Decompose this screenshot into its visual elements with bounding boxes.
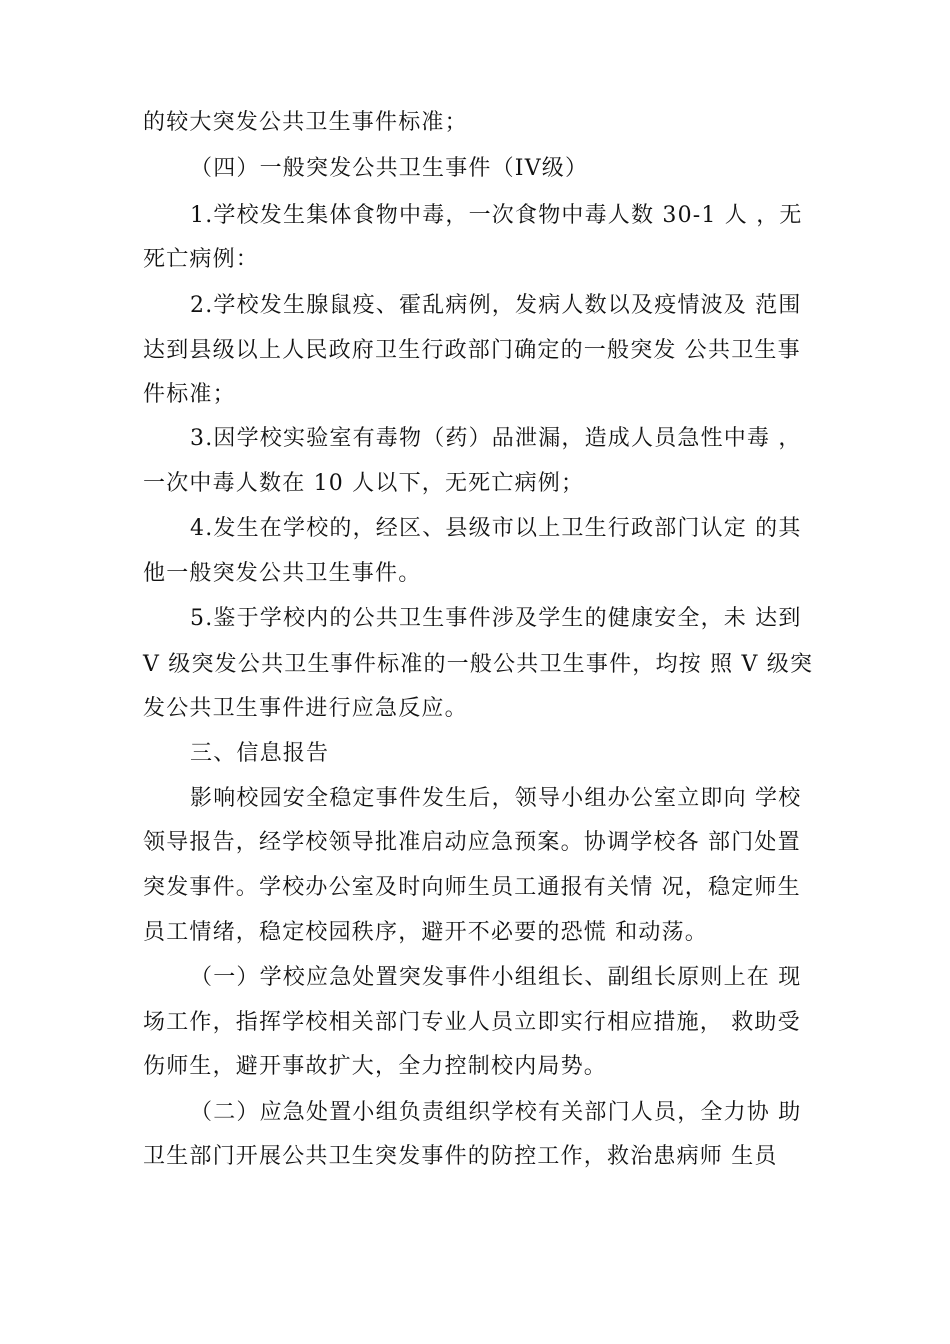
text-line: 领导报告，经学校领导批准启动应急预案。协调学校各 部门处置 bbox=[143, 830, 801, 855]
text-line: 发公共卫生事件进行应急反应。 bbox=[143, 696, 468, 721]
text-line: （二）应急处置小组负责组织学校有关部门人员，全力协 助 bbox=[190, 1100, 802, 1125]
section-heading: 三、信息报告 bbox=[190, 741, 330, 766]
text-line: 员工情绪，稳定校园秩序，避开不必要的恐慌 和动荡。 bbox=[143, 920, 708, 945]
text-line: 2.学校发生腺鼠疫、霍乱病例，发病人数以及疫情波及 范围 bbox=[190, 293, 802, 318]
text-line: 达到县级以上人民政府卫生行政部门确定的一般突发 公共卫生事 bbox=[143, 338, 801, 363]
text-line: 件标准； bbox=[143, 382, 236, 407]
text-line: 1.学校发生集体食物中毒，一次食物中毒人数 30-1 人 ，无 bbox=[190, 203, 803, 228]
text-line: 的较大突发公共卫生事件标准； bbox=[143, 110, 468, 135]
text-line: 伤师生，避开事故扩大，全力控制校内局势。 bbox=[143, 1054, 608, 1079]
text-line: 卫生部门开展公共卫生突发事件的防控工作，救治患病师 生员 bbox=[143, 1144, 778, 1169]
text-line: （一）学校应急处置突发事件小组组长、副组长原则上在 现 bbox=[190, 965, 802, 990]
text-line: 3.因学校实验室有毒物（药）品泄漏，造成人员急性中毒 ， bbox=[190, 426, 802, 451]
text-line: 5.鉴于学校内的公共卫生事件涉及学生的健康安全，未 达到 bbox=[190, 606, 802, 631]
text-line: 他一般突发公共卫生事件。 bbox=[143, 561, 422, 586]
section-heading: （四）一般突发公共卫生事件（IV级） bbox=[190, 156, 589, 181]
text-line: 场工作，指挥学校相关部门专业人员立即实行相应措施， 救助受 bbox=[143, 1010, 801, 1035]
text-line: 影响校园安全稳定事件发生后，领导小组办公室立即向 学校 bbox=[190, 786, 802, 811]
text-line: 一次中毒人数在 10 人以下，无死亡病例； bbox=[143, 471, 585, 496]
text-line: 死亡病例： bbox=[143, 247, 260, 272]
text-line: 4.发生在学校的，经区、县级市以上卫生行政部门认定 的其 bbox=[190, 516, 802, 541]
text-line: 突发事件。学校办公室及时向师生员工通报有关情 况，稳定师生 bbox=[143, 875, 801, 900]
text-line: V 级突发公共卫生事件标准的一般公共卫生事件，均按 照 V 级突 bbox=[143, 652, 814, 677]
